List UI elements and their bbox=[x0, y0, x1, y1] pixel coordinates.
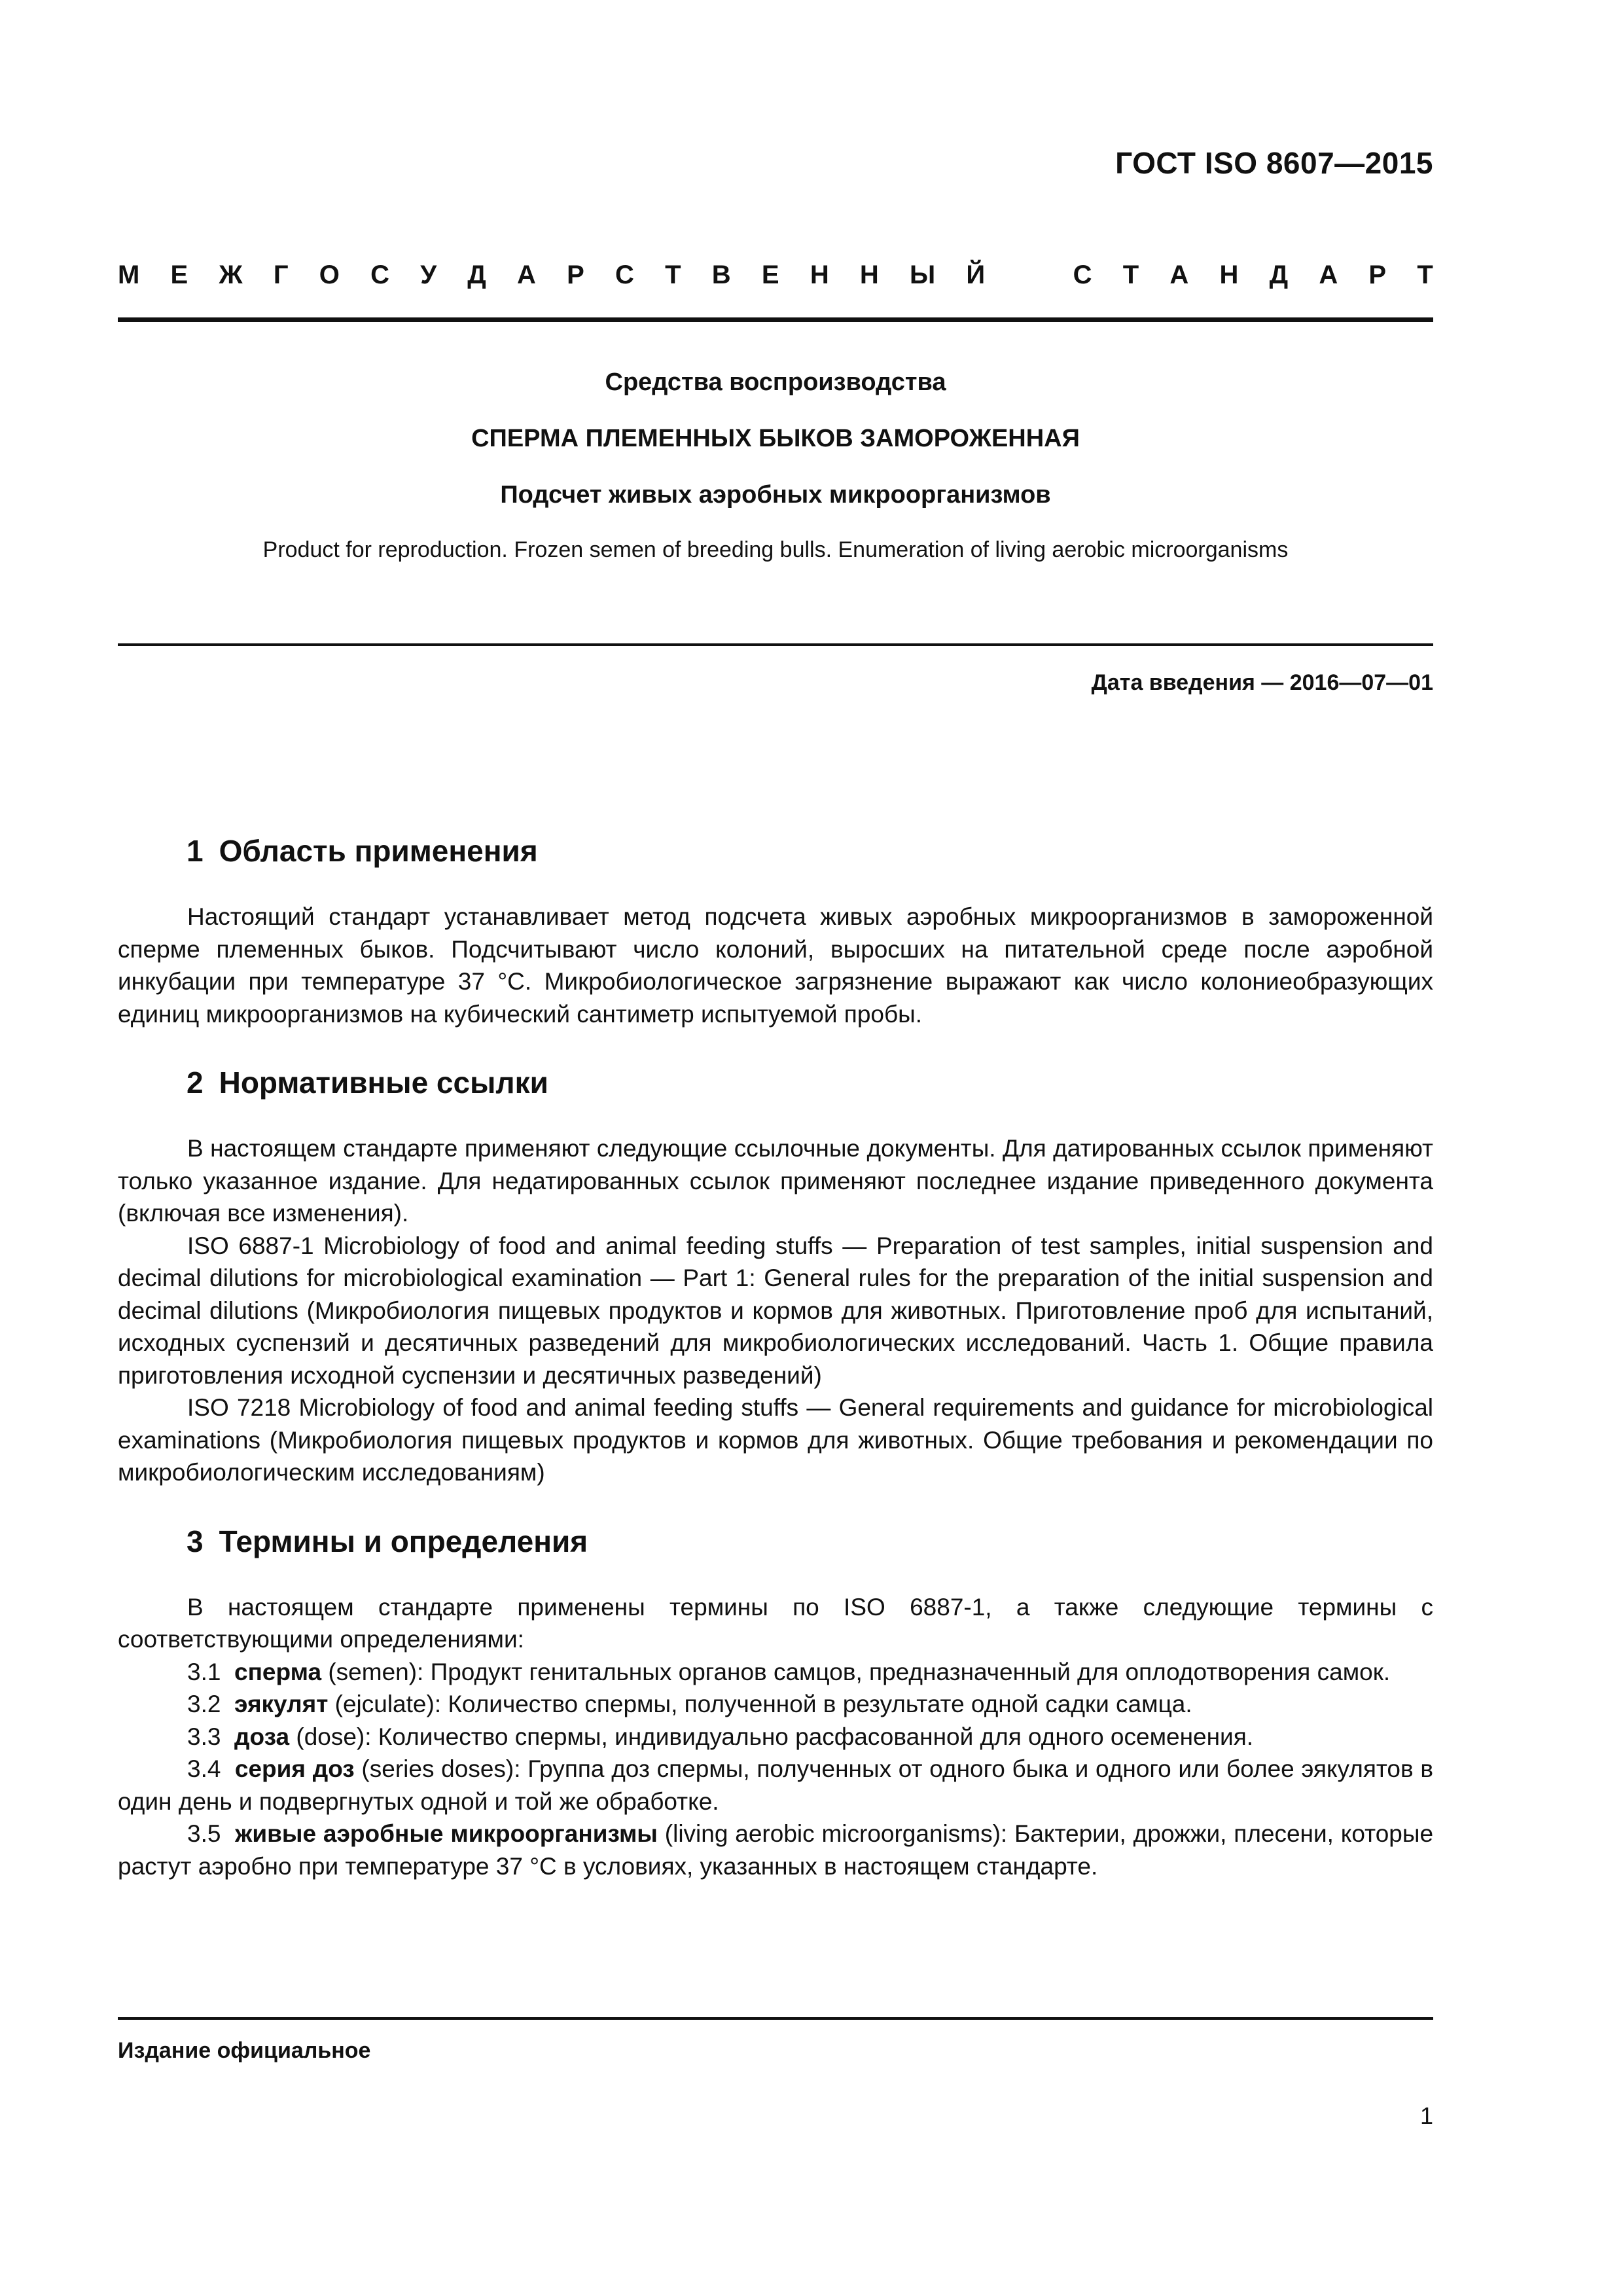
term-number: 3.4 bbox=[187, 1755, 221, 1782]
label-letter: Ы bbox=[910, 260, 936, 289]
title-part: Подсчет живых аэробных микроорганизмов bbox=[500, 481, 1051, 509]
section-title: Нормативные ссылки bbox=[219, 1066, 548, 1100]
term-name: живые аэробные микроорганизмы bbox=[235, 1820, 658, 1847]
section-heading-1 bbox=[118, 831, 1433, 870]
label-letter: О bbox=[319, 260, 340, 289]
footer-divider bbox=[118, 2017, 1433, 2020]
official-edition-label: Издание официальное bbox=[118, 2038, 371, 2063]
paragraph: В настоящем стандарте применяют следующие ссылочные документы. Для датированных ссылок применяют только указанное издание. Для недатированных ссылок применяют последнее издание приведенного документа (включая все изменения). bbox=[118, 1135, 1433, 1227]
section-title: Область применения bbox=[219, 834, 538, 868]
section-number: 1 bbox=[187, 834, 204, 868]
term-number: 3.3 bbox=[187, 1723, 221, 1750]
label-letter: А bbox=[1169, 260, 1189, 289]
introduction-date: Дата введения — 2016—07—01 bbox=[1091, 670, 1433, 695]
paragraph: В настоящем стандарте применены термины по ISO 6887-1, а также следующие термины с соответствующими определениями: bbox=[118, 1593, 1433, 1653]
label-letter: Й bbox=[966, 260, 986, 289]
term-definition bbox=[118, 1818, 1433, 1882]
term-text: (series doses): Группа доз спермы, полученных от одного быка и одного или более эякулятов в один день и подвергнутых одной и той же обработке. bbox=[118, 1755, 1433, 1815]
label-letter: Д bbox=[467, 260, 486, 289]
term-text: (dose): Количество спермы, индивидуально расфасованной для одного осеменения. bbox=[289, 1723, 1254, 1750]
term-number: 3.2 bbox=[187, 1691, 221, 1717]
standard-number: ГОСТ ISO 8607—2015 bbox=[1115, 146, 1433, 180]
term-number: 3.5 bbox=[187, 1820, 221, 1847]
section-gap bbox=[118, 1489, 1433, 1522]
title-main: СПЕРМА ПЛЕМЕННЫХ БЫКОВ ЗАМОРОЖЕННАЯ bbox=[471, 425, 1080, 452]
title-complex: Средства воспроизводства bbox=[605, 368, 946, 396]
page-number: 1 bbox=[1419, 2102, 1433, 2129]
label-letter: Т bbox=[1122, 260, 1139, 289]
reference-iso-7218: ISO 7218 Microbiology of food and animal feeding stuffs — General requirements and guidance for microbiological examinations (Микробиология пищевых продуктов и кормов для животных. Общие требования и рекомендации по микробиологическим исследованиям) bbox=[118, 1394, 1433, 1486]
interstate-standard-label bbox=[118, 255, 1433, 295]
label-letter: А bbox=[517, 260, 536, 289]
label-letter: С bbox=[370, 260, 389, 289]
label-letter: Т bbox=[1417, 260, 1433, 289]
label-letter: Д bbox=[1269, 260, 1289, 289]
title-english: Product for reproduction. Frozen semen of breeding bulls. Enumeration of living aerobic microorganisms bbox=[262, 537, 1289, 562]
term-name: эякулят bbox=[234, 1691, 329, 1717]
section-number: 3 bbox=[187, 1524, 204, 1558]
term-text: (living aerobic microorganisms): Бактерии, дрожжи, плесени, которые растут аэробно при температуре 37 °С в условиях, указанных в настоящем стандарте. bbox=[118, 1820, 1434, 1880]
title-block bbox=[118, 367, 1433, 564]
label-letter: Н bbox=[859, 260, 879, 289]
section-heading-2 bbox=[118, 1063, 1433, 1102]
label-letter: Р bbox=[567, 260, 584, 289]
section-heading-3 bbox=[118, 1522, 1433, 1561]
paragraph: Настоящий стандарт устанавливает метод подсчета живых аэробных микроорганизмов в замороженной сперме племенных быков. Подсчитывают число колоний, выросших на питательной среде после аэробной инкубации при температуре 37 °С. Микробиологическое загрязнение выражают как число колониеобразующих единиц микроорганизмов на кубический сантиметр испытуемой пробы. bbox=[118, 903, 1433, 1028]
term-number: 3.1 bbox=[187, 1658, 221, 1685]
label-letter: С bbox=[1073, 260, 1092, 289]
term-definition bbox=[118, 1753, 1433, 1818]
section-number: 2 bbox=[187, 1066, 204, 1100]
title-divider bbox=[118, 643, 1433, 646]
label-letter: У bbox=[420, 260, 437, 289]
label-letter: Н bbox=[1219, 260, 1239, 289]
term-name: сперма bbox=[234, 1658, 322, 1685]
label-letter: Р bbox=[1368, 260, 1387, 289]
label-letter: Е bbox=[170, 260, 188, 289]
label-letter: Т bbox=[665, 260, 681, 289]
label-letter: Е bbox=[761, 260, 779, 289]
label-letter: А bbox=[1319, 260, 1338, 289]
label-letter: С bbox=[615, 260, 634, 289]
section-title: Термины и определения bbox=[219, 1524, 588, 1558]
label-letter: Ж bbox=[219, 260, 243, 289]
label-letter: М bbox=[118, 260, 140, 289]
term-definition bbox=[118, 1656, 1433, 1689]
label-letter: Г bbox=[273, 260, 289, 289]
document-body bbox=[118, 831, 1433, 1882]
header-divider bbox=[118, 317, 1433, 322]
term-definition bbox=[118, 1688, 1433, 1721]
term-name: серия доз bbox=[234, 1755, 355, 1782]
term-text: (semen): Продукт генитальных органов самцов, предназначенный для оплодотворения самок. bbox=[321, 1658, 1391, 1685]
label-letter: В bbox=[711, 260, 731, 289]
section-gap bbox=[118, 1030, 1433, 1063]
term-text: (ejculate): Количество спермы, полученной в результате одной садки самца. bbox=[328, 1691, 1192, 1717]
reference-iso-6887-1: ISO 6887-1 Microbiology of food and animal feeding stuffs — Preparation of test samples, initial suspension and decimal dilutions for microbiological examination — Part 1: General rules for the preparation of the initial suspension and decimal dilutions (Микробиология пищевых продуктов и кормов для животных. Приготовление проб для испытаний, исходных суспензий и десятичных разведений для микробиологических исследований. Часть 1. Общие правила приготовления исходной суспензии и десятичных разведений) bbox=[118, 1232, 1433, 1389]
term-name: доза bbox=[234, 1723, 290, 1750]
term-definition bbox=[118, 1721, 1433, 1753]
label-letter: Н bbox=[810, 260, 829, 289]
